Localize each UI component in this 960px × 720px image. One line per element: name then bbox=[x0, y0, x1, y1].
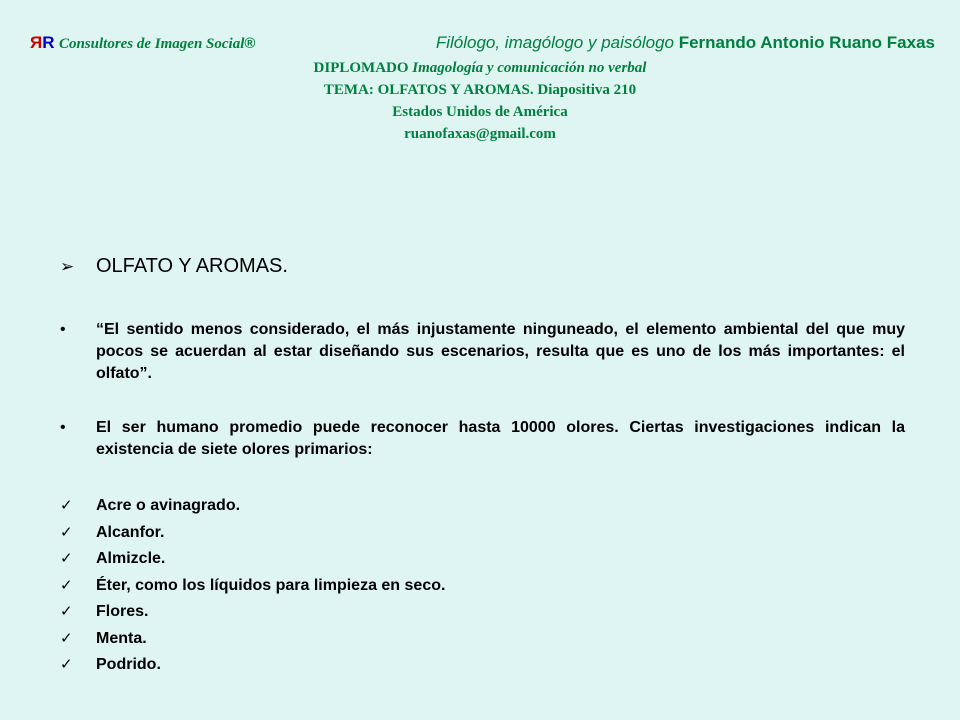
brand-logo-r: R bbox=[42, 33, 55, 52]
checkmark-icon: ✓ bbox=[60, 628, 73, 647]
list-item-text: Flores. bbox=[96, 603, 149, 620]
author-name: Fernando Antonio Ruano Faxas bbox=[678, 33, 935, 52]
author-role: Filólogo, imagólogo y paisólogo bbox=[435, 33, 674, 52]
checkmark-icon: ✓ bbox=[60, 496, 73, 514]
section-heading bbox=[60, 254, 288, 279]
list-item bbox=[60, 572, 445, 599]
checkmark-icon: ✓ bbox=[60, 549, 73, 567]
checkmark-icon: ✓ bbox=[60, 602, 73, 620]
odors-intro-paragraph bbox=[60, 417, 905, 461]
quote-paragraph bbox=[60, 319, 905, 385]
author bbox=[436, 33, 935, 53]
list-item-text: Menta. bbox=[96, 629, 147, 647]
program-line bbox=[0, 57, 960, 79]
header-top-line bbox=[30, 33, 935, 55]
list-item-text: Acre o avinagrado. bbox=[96, 497, 241, 514]
program-name: Imagología y comunicación no verbal bbox=[412, 60, 647, 76]
topic-line: TEMA: OLFATOS Y AROMAS. Diapositiva 210 bbox=[323, 82, 637, 98]
checkmark-icon: ✓ bbox=[60, 575, 73, 594]
list-item bbox=[60, 492, 445, 519]
odors-intro-paragraph-text: El ser humano promedio puede reconocer hasta 10000 olores. Ciertas investigaciones indican la existencia de siete olores primarios: bbox=[96, 419, 905, 458]
brand bbox=[30, 33, 255, 53]
list-item-text: Alcanfor. bbox=[96, 523, 165, 541]
checkmark-icon: ✓ bbox=[60, 522, 73, 541]
list-item-text: Éter, como los líquidos para limpieza en seco. bbox=[96, 576, 446, 594]
list-item bbox=[60, 651, 445, 678]
list-item bbox=[60, 598, 445, 625]
arrow-bullet-icon: ➢ bbox=[60, 257, 75, 276]
program-prefix: DIPLOMADO bbox=[313, 60, 409, 76]
list-item bbox=[60, 625, 445, 652]
email-line: ruanofaxas@gmail.com bbox=[404, 126, 556, 142]
bullet-icon: • bbox=[60, 419, 66, 436]
list-item-text: Podrido. bbox=[96, 656, 161, 673]
quote-paragraph-text: “El sentido menos considerado, el más injustamente ninguneado, el elemento ambiental del que muy pocos se acuerdan al estar diseñando sus escenarios, resulta que es uno de los más importantes: el olfato”. bbox=[96, 321, 905, 382]
primary-odors-list bbox=[60, 492, 445, 678]
brand-logo-reversed-r: Я bbox=[30, 33, 43, 52]
header-info bbox=[0, 57, 960, 145]
country-line: Estados Unidos de América bbox=[392, 104, 568, 120]
list-item bbox=[60, 545, 445, 572]
list-item-text: Almizcle. bbox=[96, 550, 166, 567]
list-item bbox=[60, 519, 445, 546]
checkmark-icon: ✓ bbox=[60, 655, 73, 673]
registered-mark: ® bbox=[244, 35, 256, 52]
section-heading-text: OLFATO Y AROMAS. bbox=[96, 255, 288, 277]
bullet-icon: • bbox=[60, 321, 66, 338]
brand-name: Consultores de Imagen Social bbox=[58, 36, 245, 52]
